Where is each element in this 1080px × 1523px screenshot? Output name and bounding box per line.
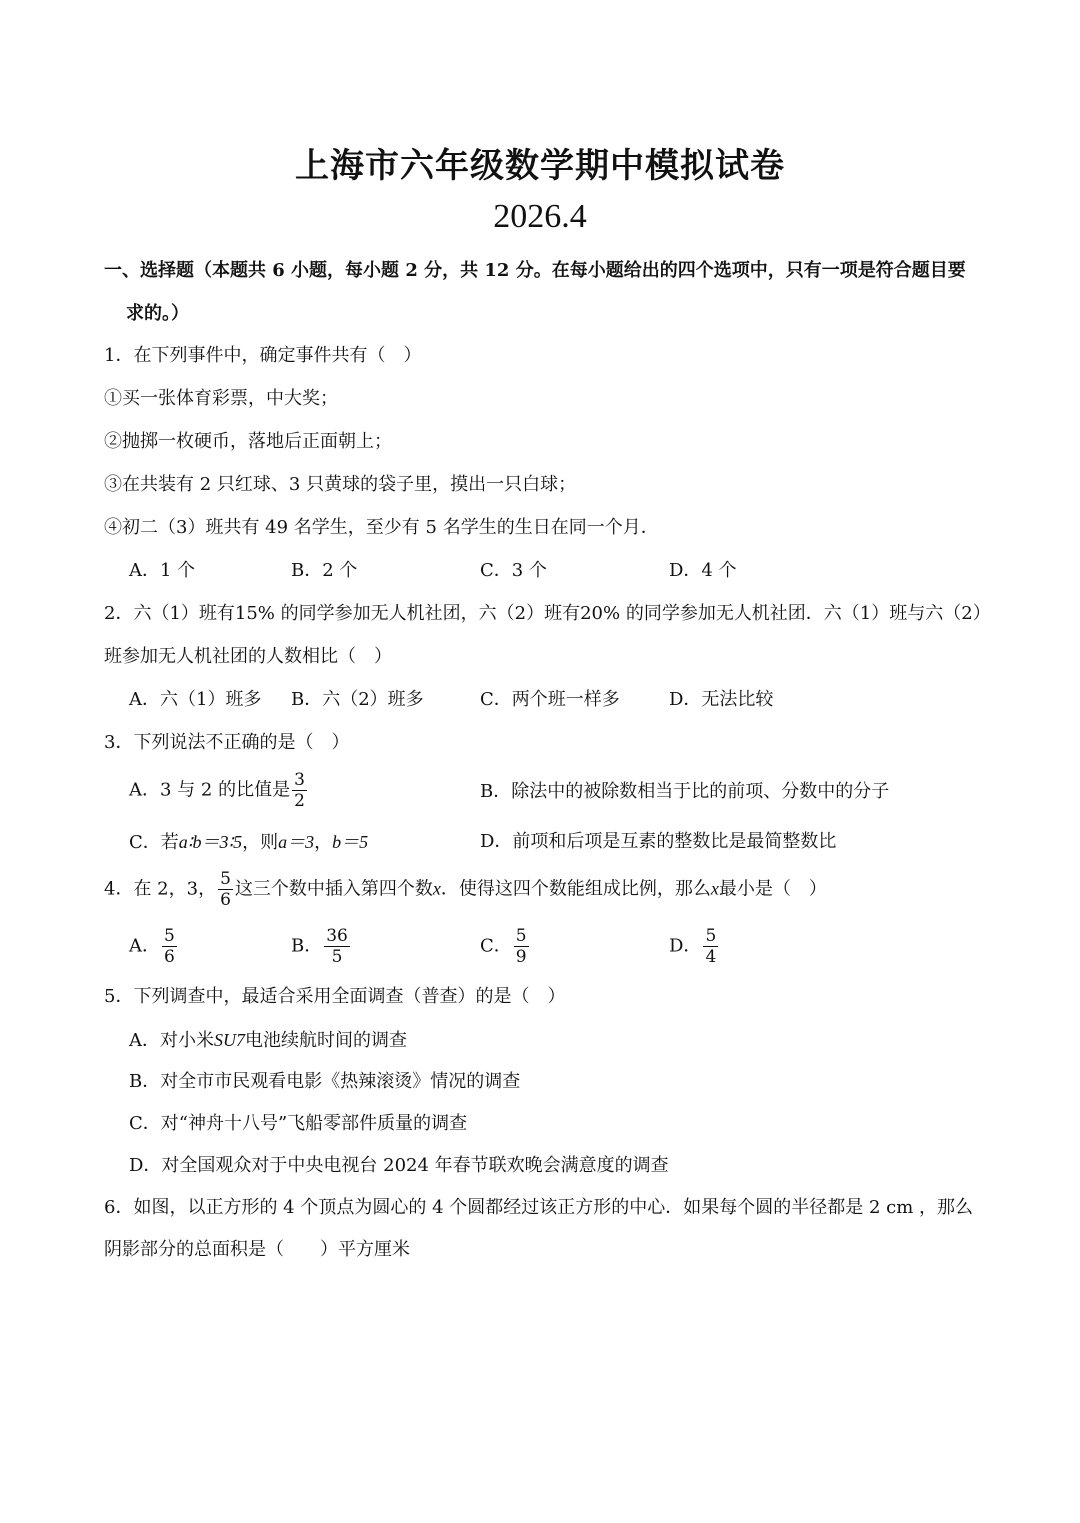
q4-option-d — [669, 926, 720, 967]
q1-option-d: D．4 个 — [669, 560, 737, 581]
q3-option-c-math3: b＝5 — [332, 832, 369, 852]
fraction-denominator: 9 — [515, 947, 527, 967]
fraction-numerator: 5 — [220, 869, 231, 889]
q3-option-c-math2: a＝3 — [278, 832, 315, 852]
q5-stem: 5．下列调查中，最适合采用全面调查（普查）的是（ ） — [104, 986, 566, 1007]
fraction-numerator: 5 — [515, 926, 527, 946]
q4-option-c-fraction — [514, 926, 529, 967]
q3-option-d: D．前项和后项是互素的整数比是最简整数比 — [480, 831, 837, 852]
q3-option-c-sep: ， — [314, 832, 333, 853]
q5-option-c: C．对“神舟十八号”飞船零部件质量的调查 — [129, 1113, 468, 1134]
q2-stem-line1: 2．六（1）班有15% 的同学参加无人机社团，六（2）班有20% 的同学参加无人机社团．六（1）班与六（2） — [104, 603, 991, 624]
q1-item-4: ④初二（3）班共有 49 名学生，至少有 5 名学生的生日在同一个月． — [104, 517, 659, 538]
q2-option-b: B．六（2）班多 — [291, 689, 424, 710]
q3-option-c-math: a∶b＝3∶5 — [178, 832, 243, 852]
q3-option-a-fraction — [292, 770, 307, 811]
q1-option-c: C．3 个 — [480, 560, 547, 581]
fraction-denominator: 4 — [705, 947, 717, 967]
q5-option-a-suffix: 电池续航时间的调查 — [245, 1030, 407, 1051]
q1-option-a: A．1 个 — [129, 560, 196, 581]
q5-option-a — [129, 1027, 407, 1054]
q5-option-b: B．对全市市民观看电影《热辣滚烫》情况的调查 — [129, 1071, 521, 1092]
q5-option-a-model: SU7 — [214, 1030, 245, 1050]
q3-option-c-text: C．若 — [129, 832, 179, 853]
q2-option-a: A．六（1）班多 — [129, 689, 262, 710]
q3-option-a-text: A．3 与 2 的比值是 — [129, 779, 291, 801]
page-title: 上海市六年级数学期中模拟试卷 — [295, 146, 785, 186]
q4-option-d-label: D． — [669, 935, 702, 957]
q1-item-3: ③在共装有 2 只红球、3 只黄球的袋子里，摸出一只白球； — [104, 474, 577, 495]
q3-option-c-mid: ，则 — [242, 832, 279, 853]
q4-option-c — [480, 926, 531, 967]
q4-variable2: x — [710, 878, 719, 899]
q4-stem-fraction — [218, 869, 233, 910]
exam-date: 2026.4 — [493, 198, 587, 235]
q2-stem-line2: 班参加无人机社团的人数相比（ ） — [104, 646, 392, 667]
q4-stem — [104, 869, 827, 910]
q5-option-d: D．对全国观众对于中央电视台 2024 年春节联欢晚会满意度的调查 — [129, 1155, 669, 1176]
q1-item-2: ②抛掷一枚硬币，落地后正面朝上； — [104, 431, 392, 452]
q4-option-c-label: C． — [480, 935, 512, 957]
q6-stem-line2: 阴影部分的总面积是（ ）平方厘米 — [104, 1239, 410, 1260]
q3-option-c — [129, 829, 368, 856]
q4-option-a — [129, 926, 179, 967]
q4-stem-suffix3: 最小是（ ） — [718, 878, 827, 900]
q3-option-a — [129, 770, 309, 811]
q4-stem-suffix: 这三个数中插入第四个数 — [234, 878, 433, 900]
q1-option-b: B．2 个 — [291, 560, 358, 581]
q4-variable: x — [432, 878, 441, 899]
q6-stem-line1: 6．如图，以正方形的 4 个顶点为圆心的 4 个圆都经过该正方形的中心．如果每个圆的半径都是 2 cm ，那么 — [104, 1197, 974, 1218]
section-heading-line2: 求的。） — [126, 303, 189, 324]
fraction-denominator: 5 — [331, 947, 343, 967]
q3-option-b: B．除法中的被除数相当于比的前项、分数中的分子 — [480, 781, 890, 802]
q2-option-d: D．无法比较 — [669, 689, 774, 710]
q1-stem: 1．在下列事件中，确定事件共有（ ） — [104, 345, 422, 366]
section-heading-line1: 一、选择题（本题共 6 小题，每小题 2 分，共 12 分。在每小题给出的四个选项中，只有一项是符合题目要 — [104, 260, 966, 281]
q1-item-1: ①买一张体育彩票，中大奖； — [104, 388, 338, 409]
fraction-denominator: 6 — [164, 947, 175, 967]
q4-option-b-fraction — [324, 926, 350, 967]
q4-stem-suffix2: ．使得这四个数能组成比例，那么 — [440, 878, 711, 900]
q4-stem-prefix: 4．在 2，3， — [104, 878, 217, 900]
fraction-denominator: 2 — [294, 791, 305, 811]
fraction-numerator: 5 — [705, 926, 717, 946]
q4-option-b-label: B． — [291, 935, 323, 957]
fraction-numerator: 5 — [164, 926, 175, 946]
fraction-denominator: 6 — [220, 890, 231, 910]
q3-stem: 3．下列说法不正确的是（ ） — [104, 732, 350, 753]
fraction-numerator: 36 — [326, 926, 348, 946]
fraction-numerator: 3 — [294, 770, 305, 790]
q4-option-a-label: A． — [129, 935, 160, 957]
q4-option-a-fraction — [162, 926, 177, 967]
q4-option-b — [291, 926, 352, 967]
q4-option-d-fraction — [703, 926, 718, 967]
q5-option-a-prefix: A．对小米 — [129, 1030, 214, 1051]
q2-option-c: C．两个班一样多 — [480, 689, 620, 710]
